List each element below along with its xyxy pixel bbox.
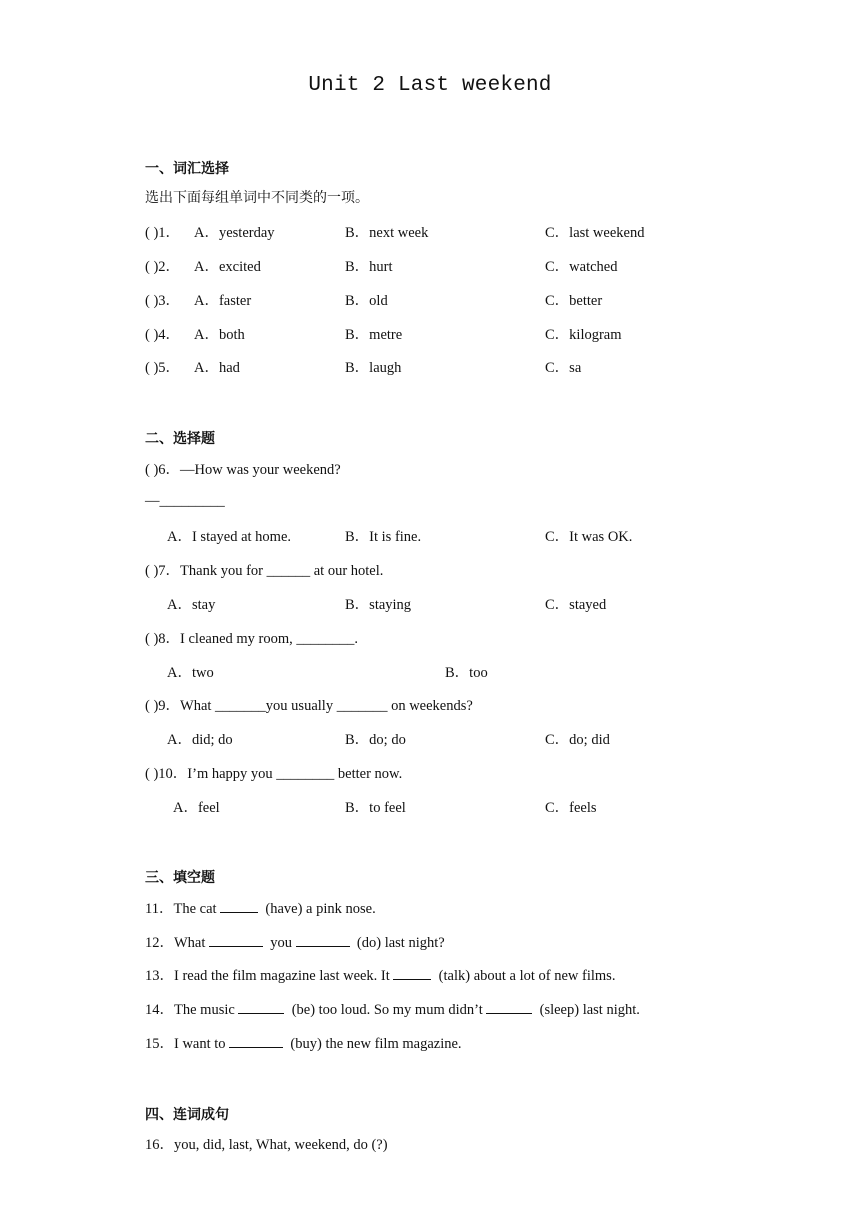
question-text: 12．What (145, 935, 210, 951)
answer-blank[interactable] (209, 932, 263, 947)
option-b: B．metre (345, 327, 403, 343)
question-text: (have) a pink nose. (261, 901, 376, 917)
question-6-stem: ( )6．—How was your weekend? (145, 462, 341, 478)
option-c: C．sa (545, 360, 582, 376)
question-text: 14．The music (145, 1002, 239, 1018)
section-instruction: 选出下面每组单词中不同类的一项。 (145, 190, 369, 206)
option-a: A．faster (194, 293, 252, 309)
option-c: C．last weekend (545, 225, 645, 241)
section-heading-vocabulary: 一、词汇选择 (145, 161, 229, 177)
question-text: (talk) about a lot of new films. (435, 968, 616, 984)
answer-blank[interactable] (393, 965, 431, 980)
answer-blank[interactable] (238, 999, 284, 1014)
question-8-stem: ( )8．I cleaned my room, ________. (145, 631, 359, 647)
option-b: B．old (345, 293, 388, 309)
option-b: B．next week (345, 225, 429, 241)
option-c: C．watched (545, 259, 618, 275)
answer-blank[interactable] (220, 898, 258, 913)
question-7-stem: ( )7．Thank you for ______ at our hotel. (145, 563, 384, 579)
question-text: 13．I read the film magazine last week. It (145, 968, 394, 984)
question-number: ( )5． (145, 360, 181, 376)
option-a: A．had (194, 360, 240, 376)
option-c: C．It was OK. (545, 529, 633, 545)
option-b: B．do; do (345, 732, 406, 748)
answer-blank[interactable] (229, 1033, 283, 1048)
section-heading-fill-in: 三、填空题 (145, 870, 215, 886)
option-b: B．too (445, 665, 488, 681)
question-text: 11．The cat (145, 901, 221, 917)
question-6-answer-line: —_________ (145, 493, 225, 509)
question-text: (sleep) last night. (536, 1002, 640, 1018)
question-number: ( )3． (145, 293, 181, 309)
option-a: A．did; do (167, 732, 233, 748)
option-a: A．both (194, 327, 245, 343)
question-text: (be) too loud. So my mum didn’t (288, 1002, 487, 1018)
question-10-stem: ( )10．I’m happy you ________ better now. (145, 766, 403, 782)
question-number: ( )1． (145, 225, 181, 241)
option-b: B．laugh (345, 360, 402, 376)
section-heading-sentence-building: 四、连词成句 (145, 1107, 229, 1123)
page-title: Unit 2 Last weekend (308, 74, 552, 97)
option-a: A．two (167, 665, 214, 681)
option-c: C．kilogram (545, 327, 622, 343)
option-a: A．excited (194, 259, 261, 275)
option-c: C．feels (545, 800, 597, 816)
question-text: (do) last night? (353, 935, 445, 951)
answer-blank[interactable] (296, 932, 350, 947)
option-c: C．do; did (545, 732, 610, 748)
option-a: A．stay (167, 597, 216, 613)
question-11 (145, 897, 376, 918)
option-c: C．better (545, 293, 603, 309)
question-13 (145, 964, 615, 985)
question-text: you (266, 935, 296, 951)
option-b: B．hurt (345, 259, 393, 275)
option-a: A．feel (173, 800, 220, 816)
option-b: B．to feel (345, 800, 406, 816)
option-b: B．It is fine. (345, 529, 422, 545)
answer-blank[interactable] (486, 999, 532, 1014)
question-text: 15．I want to (145, 1036, 230, 1052)
option-b: B．staying (345, 597, 412, 613)
question-12 (145, 931, 445, 952)
option-a: A．I stayed at home. (167, 529, 292, 545)
question-text: (buy) the new film magazine. (286, 1036, 462, 1052)
question-15 (145, 1032, 462, 1053)
question-14 (145, 998, 640, 1019)
option-a: A．yesterday (194, 225, 275, 241)
question-number: ( )4． (145, 327, 181, 343)
option-c: C．stayed (545, 597, 607, 613)
section-heading-multiple-choice: 二、选择题 (145, 431, 215, 447)
question-9-stem: ( )9．What _______you usually _______ on weekends? (145, 698, 473, 714)
question-16: 16．you, did, last, What, weekend, do (?) (145, 1137, 388, 1153)
question-number: ( )2． (145, 259, 181, 275)
